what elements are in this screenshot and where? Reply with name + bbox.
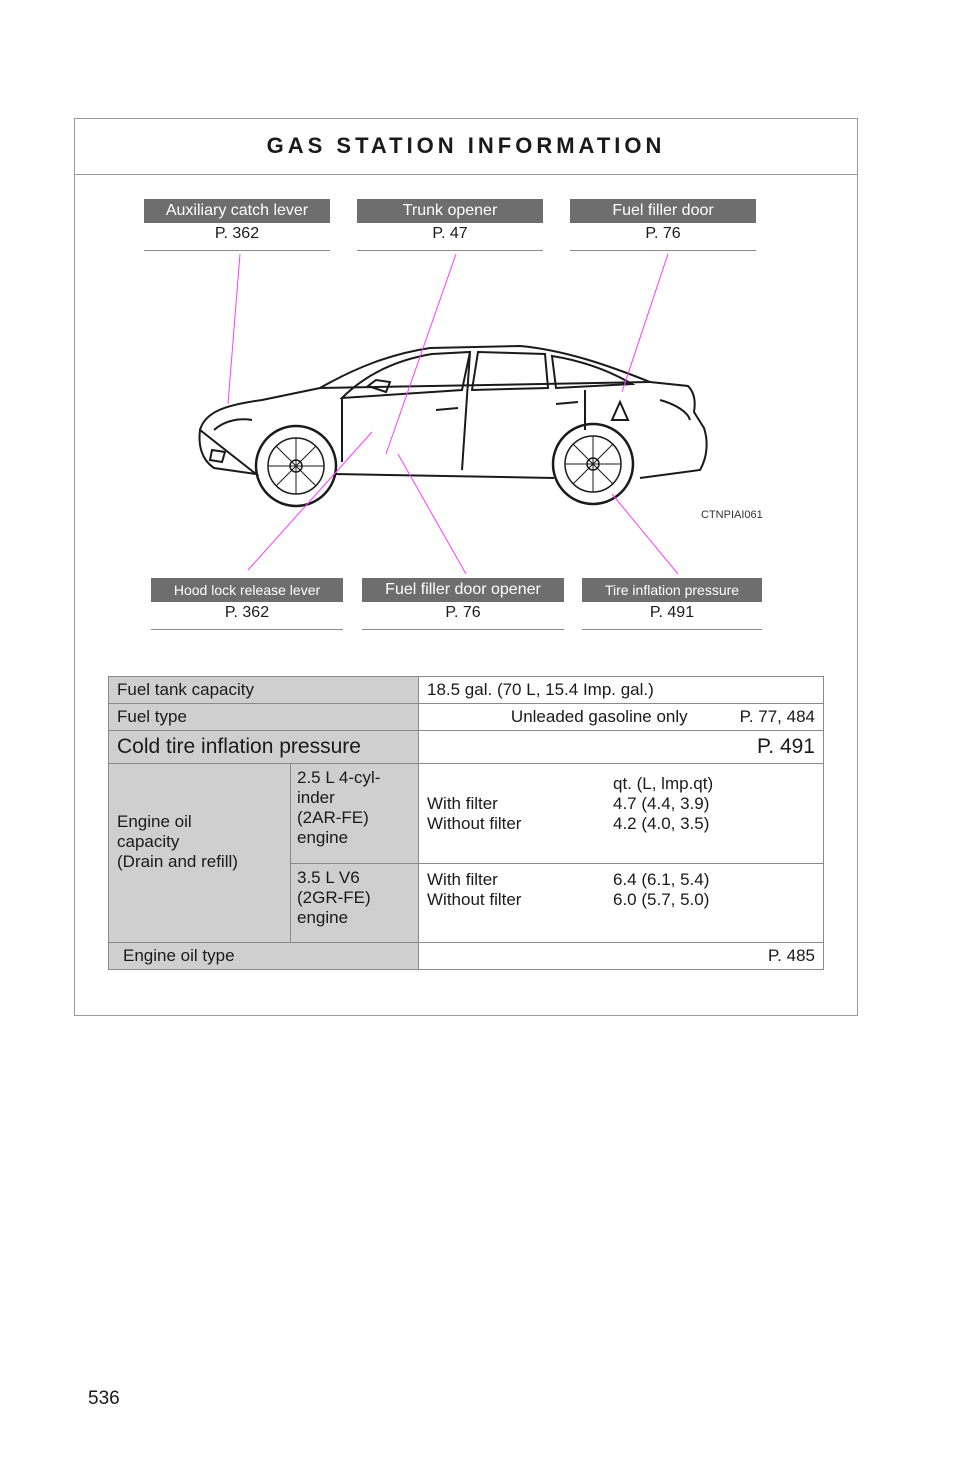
front-wheel [256, 426, 336, 506]
oil-type-page-link[interactable]: P. 485 [419, 943, 824, 970]
callout-page-link[interactable]: P. 76 [570, 223, 756, 251]
fuel-type-page-link[interactable]: P. 77, 484 [739, 707, 815, 726]
callout-page-link[interactable]: P. 362 [151, 602, 343, 630]
table-row [109, 943, 824, 970]
engine-2gr-fe-label: 3.5 L V6 (2GR-FE) engine [297, 868, 371, 927]
callout-page-link[interactable]: P. 47 [357, 223, 543, 251]
callout-page-link[interactable]: P. 362 [144, 223, 330, 251]
fuel-spec-table [108, 676, 824, 970]
engine-2gr-fe-capacity: With filter 6.4 (6.1, 5.4) Without filter 6.0 (5.7, 5.0) [427, 870, 710, 909]
engine-2ar-fe-label: 2.5 L 4-cyl- inder (2AR-FE) engine [291, 764, 418, 864]
fuel-tank-value: 18.5 gal. (70 L, 15.4 Imp. gal.) [419, 677, 824, 704]
cold-tire-page-link[interactable]: P. 491 [419, 731, 824, 764]
table-row [109, 731, 824, 764]
panel-title: GAS STATION INFORMATION [266, 133, 666, 158]
table-row [109, 677, 824, 704]
callout-fuel-filler-door-opener [362, 578, 564, 630]
callout-trunk-opener [357, 199, 543, 251]
table-row [109, 764, 824, 943]
fuel-type-value: Unleaded gasoline only [510, 707, 688, 726]
callout-page-link[interactable]: P. 76 [362, 602, 564, 630]
callout-auxiliary-catch-lever [144, 199, 330, 251]
rear-wheel [553, 424, 633, 504]
page-number: 536 [88, 1388, 120, 1409]
illustration-code: CTNPIAI061 [701, 509, 763, 521]
leader-lines [228, 254, 678, 574]
car-side-illustration [0, 0, 960, 660]
callout-label: Trunk opener [357, 199, 543, 223]
callout-fuel-filler-door [570, 199, 756, 251]
engine-oil-label: Engine oil capacity (Drain and refill) [117, 812, 238, 871]
table-row [109, 704, 824, 731]
callout-label: Hood lock release lever [151, 578, 343, 602]
oil-type-label: Engine oil type [109, 943, 419, 970]
callout-page-link[interactable]: P. 491 [582, 602, 762, 630]
cold-tire-label: Cold tire inflation pressure [109, 731, 419, 764]
callout-label: Auxiliary catch lever [144, 199, 330, 223]
callout-tire-inflation-pressure [582, 578, 762, 630]
engine-2ar-fe-capacity: qt. (L, lmp.qt) With filter 4.7 (4.4, 3.9) Without filter 4.2 (4.0, 3.5) [419, 764, 823, 864]
fuel-type-label: Fuel type [109, 704, 419, 731]
callout-label: Fuel filler door opener [362, 578, 564, 602]
fuel-tank-label: Fuel tank capacity [109, 677, 419, 704]
callout-label: Fuel filler door [570, 199, 756, 223]
callout-hood-lock-release-lever [151, 578, 343, 630]
callout-label: Tire inflation pressure [582, 578, 762, 602]
unit-header: qt. (L, lmp.qt) [613, 774, 714, 793]
